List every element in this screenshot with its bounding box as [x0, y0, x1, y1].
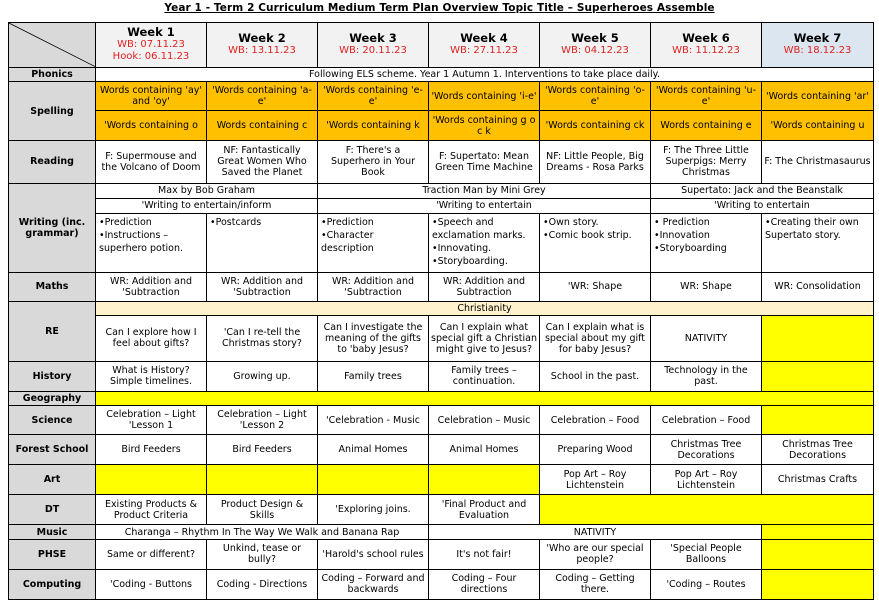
writing-bullet: •Speech and exclamation marks. [432, 216, 526, 241]
phse-cell: Same or different? [96, 539, 207, 569]
computing-cell: Coding - Directions [207, 569, 318, 599]
row-label-music: Music [9, 525, 96, 540]
spelling-cell: 'Words containing g o c k [429, 111, 540, 141]
row-label-spelling: Spelling [9, 82, 96, 141]
row-label-history: History [9, 361, 96, 391]
computing-cell: Coding – Getting there. [540, 569, 651, 599]
row-label-writing: Writing (inc. grammar) [9, 183, 96, 272]
writing-book: Traction Man by Mini Grey [318, 183, 651, 199]
empty-cell [762, 316, 874, 362]
phonics-text: Following ELS scheme. Year 1 Autumn 1. Interventions to take place daily. [96, 67, 874, 82]
science-cell: Celebration – Food [651, 406, 762, 435]
week-name: Week 1 [127, 25, 175, 40]
week-2-header [207, 23, 318, 68]
empty-cell [762, 539, 874, 569]
history-cell: What is History? Simple timelines. [96, 361, 207, 391]
week-date: WB: 04.12.23 [561, 45, 629, 57]
art-cell: Pop Art – Roy Lichtenstein [651, 465, 762, 495]
writing-book: Supertato: Jack and the Beanstalk [651, 183, 874, 199]
empty-cell [762, 525, 874, 540]
page-title: Year 1 - Term 2 Curriculum Medium Term Plan Overview Topic Title – Superheroes Assemble [164, 2, 715, 14]
hook-date: Hook: 06.11.23 [112, 51, 190, 63]
writing-bullet: •Creating their own Supertato story. [765, 216, 859, 241]
row-label-phonics: Phonics [9, 67, 96, 82]
spelling-cell: 'Words containing 'i-e' [429, 82, 540, 111]
maths-row [9, 272, 874, 301]
row-label-phse: PHSE [9, 539, 96, 569]
week-name: Week 6 [682, 31, 730, 46]
week-date: WB: 18.12.23 [783, 45, 852, 57]
writing-bullet: •Storyboarding. [432, 255, 508, 267]
week-date: WB: 27.11.23 [450, 45, 518, 57]
music-row [9, 525, 874, 540]
writing-bullet: • Prediction [654, 216, 710, 228]
re-cell: Can I investigate the meaning of the gifts to 'baby Jesus? [318, 316, 429, 362]
header-row [9, 23, 874, 68]
writing-purpose: 'Writing to entertain [318, 199, 651, 214]
week-name: Week 4 [460, 31, 508, 46]
forest-cell: Bird Feeders [207, 435, 318, 465]
writing-bullet: •Innovating. [432, 242, 492, 254]
computing-cell: Coding – Four directions [429, 569, 540, 599]
week-5-header [540, 23, 651, 68]
science-cell: 'Celebration - Music [318, 406, 429, 435]
week-date: WB: 13.11.23 [228, 45, 296, 57]
forest-cell: Animal Homes [429, 435, 540, 465]
art-row [9, 465, 874, 495]
writing-purpose: 'Writing to entertain/inform [96, 199, 318, 214]
reading-cell: F: The Christmasaurus [762, 141, 874, 183]
writing-bullet: •Instructions – superhero potion. [99, 229, 184, 254]
writing-tasks-week-4 [429, 213, 540, 272]
empty-cell [762, 569, 874, 599]
week-3-header [318, 23, 429, 68]
maths-cell: WR: Addition and 'Subtraction [96, 272, 207, 301]
forest-cell: Christmas Tree Decorations [762, 435, 874, 465]
empty-cell [318, 465, 429, 495]
row-label-science: Science [9, 406, 96, 435]
spelling-cell: 'Words containing o [96, 111, 207, 141]
writing-purpose: 'Writing to entertain [651, 199, 874, 214]
week-name: Week 7 [793, 31, 842, 46]
empty-cell [96, 465, 207, 495]
writing-bullet: •Character description [321, 229, 374, 254]
writing-tasks-row [9, 213, 874, 272]
row-label-re: RE [9, 301, 96, 361]
forest-cell: Animal Homes [318, 435, 429, 465]
computing-cell: 'Coding - Buttons [96, 569, 207, 599]
computing-cell: 'Coding – Routes [651, 569, 762, 599]
phse-cell: 'Special People Balloons [651, 539, 762, 569]
writing-bullet: •Comic book strip. [543, 229, 632, 241]
week-name: Week 3 [349, 31, 397, 46]
geography-empty [96, 391, 874, 406]
week-date: WB: 07.11.23 [117, 39, 185, 51]
empty-cell [207, 465, 318, 495]
history-cell: School in the past. [540, 361, 651, 391]
re-cell: 'Can I re-tell the Christmas story? [207, 316, 318, 362]
empty-cell [762, 406, 874, 435]
week-date: WB: 11.12.23 [672, 45, 740, 57]
history-cell: Family trees [318, 361, 429, 391]
geography-row [9, 391, 874, 406]
writing-book: Max by Bob Graham [96, 183, 318, 199]
music-nativity: NATIVITY [429, 525, 762, 540]
art-cell: Pop Art – Roy Lichtenstein [540, 465, 651, 495]
corner-cell [9, 23, 96, 68]
history-cell: Technology in the past. [651, 361, 762, 391]
spelling-row-1 [9, 82, 874, 111]
science-cell: Celebration – Light 'Lesson 1 [96, 406, 207, 435]
spelling-cell: 'Words containing u [762, 111, 874, 141]
history-cell: Growing up. [207, 361, 318, 391]
dt-cell: Product Design & Skills [207, 495, 318, 525]
writing-bullet: •Postcards [210, 216, 262, 228]
reading-cell: F: Supermouse and the Volcano of Doom [96, 141, 207, 183]
forest-cell: Preparing Wood [540, 435, 651, 465]
reading-row [9, 141, 874, 183]
writing-bullet: •Prediction [321, 216, 374, 228]
spelling-cell: 'Words containing 'u-e' [651, 82, 762, 111]
row-label-forest-school: Forest School [9, 435, 96, 465]
forest-cell: Christmas Tree Decorations [651, 435, 762, 465]
science-row [9, 406, 874, 435]
writing-tasks-week-2 [207, 213, 318, 272]
week-name: Week 5 [571, 31, 619, 46]
empty-cell [762, 361, 874, 391]
spelling-cell: 'Words containing k [318, 111, 429, 141]
spelling-cell: 'Words containing 'o-e' [540, 82, 651, 111]
row-label-computing: Computing [9, 569, 96, 599]
re-theme: Christianity [96, 301, 874, 316]
spelling-cell: 'Words containing 'e-e' [318, 82, 429, 111]
maths-cell: WR: Consolidation [762, 272, 874, 301]
phse-cell: It's not fair! [429, 539, 540, 569]
writing-bullet: •Storyboarding [654, 242, 727, 254]
phse-row [9, 539, 874, 569]
row-label-maths: Maths [9, 272, 96, 301]
spelling-cell: 'Words containing 'ar' [762, 82, 874, 111]
week-name: Week 2 [238, 31, 286, 46]
row-label-art: Art [9, 465, 96, 495]
curriculum-table [8, 22, 874, 600]
spelling-row-2 [9, 111, 874, 141]
science-cell: Celebration – Light 'Lesson 2 [207, 406, 318, 435]
maths-cell: WR: Addition and 'Subtraction [207, 272, 318, 301]
computing-row [9, 569, 874, 599]
week-6-header [651, 23, 762, 68]
writing-books-row [9, 183, 874, 199]
dt-cell: 'Exploring joins. [318, 495, 429, 525]
re-cell: NATIVITY [651, 316, 762, 362]
reading-cell: NF: Fantastically Great Women Who Saved the Planet [207, 141, 318, 183]
art-cell: Christmas Crafts [762, 465, 874, 495]
maths-cell: 'WR: Shape [540, 272, 651, 301]
re-cell: Can I explore how I feel about gifts? [96, 316, 207, 362]
week-7-header [762, 23, 874, 68]
writing-bullet: •Innovation [654, 229, 710, 241]
spelling-cell: 'Words containing ck [540, 111, 651, 141]
maths-cell: WR: Shape [651, 272, 762, 301]
spelling-cell: Words containing c [207, 111, 318, 141]
writing-tasks-week-6 [651, 213, 762, 272]
writing-tasks-week-7 [762, 213, 874, 272]
phse-cell: Unkind, tease or bully? [207, 539, 318, 569]
week-date: WB: 20.11.23 [339, 45, 407, 57]
forest-school-row [9, 435, 874, 465]
writing-bullet: •Own story. [543, 216, 599, 228]
computing-cell: Coding – Forward and backwards [318, 569, 429, 599]
row-label-dt: DT [9, 495, 96, 525]
week-4-header [429, 23, 540, 68]
reading-cell: F: Supertato: Mean Green Time Machine [429, 141, 540, 183]
re-cell: Can I explain what special gift a Christian might give to Jesus? [429, 316, 540, 362]
row-label-geography: Geography [9, 391, 96, 406]
forest-cell: Bird Feeders [96, 435, 207, 465]
writing-tasks-week-1 [96, 213, 207, 272]
phse-cell: 'Who are our special people? [540, 539, 651, 569]
maths-cell: WR: Addition and 'Subtraction [318, 272, 429, 301]
spelling-cell: Words containing e [651, 111, 762, 141]
maths-cell: WR: Addition and Subtraction [429, 272, 540, 301]
empty-cell [540, 495, 874, 525]
science-cell: Celebration – Music [429, 406, 540, 435]
spelling-cell: Words containing 'ay' and 'oy' [96, 82, 207, 111]
music-charanga: Charanga – Rhythm In The Way We Walk and Banana Rap [96, 525, 429, 540]
re-row [9, 316, 874, 362]
week-1-header [96, 23, 207, 68]
dt-row [9, 495, 874, 525]
reading-cell: F: There's a Superhero in Your Book [318, 141, 429, 183]
reading-cell: NF: Little People, Big Dreams - Rosa Parks [540, 141, 651, 183]
history-cell: Family trees – continuation. [429, 361, 540, 391]
reading-cell: F: The Three Little Superpigs: Merry Christmas [651, 141, 762, 183]
writing-tasks-week-3 [318, 213, 429, 272]
row-label-reading: Reading [9, 141, 96, 183]
spelling-cell: 'Words containing 'a-e' [207, 82, 318, 111]
history-row [9, 361, 874, 391]
re-cell: Can I explain what is special about my gift for baby Jesus? [540, 316, 651, 362]
writing-tasks-week-5 [540, 213, 651, 272]
writing-bullet: •Prediction [99, 216, 152, 228]
science-cell: Celebration – Food [540, 406, 651, 435]
phse-cell: 'Harold's school rules [318, 539, 429, 569]
dt-cell: 'Final Product and Evaluation [429, 495, 540, 525]
phonics-row [9, 67, 874, 82]
re-theme-row [9, 301, 874, 316]
writing-purpose-row [9, 199, 874, 214]
empty-cell [429, 465, 540, 495]
diagonal-line [9, 23, 95, 67]
dt-cell: Existing Products & Product Criteria [96, 495, 207, 525]
